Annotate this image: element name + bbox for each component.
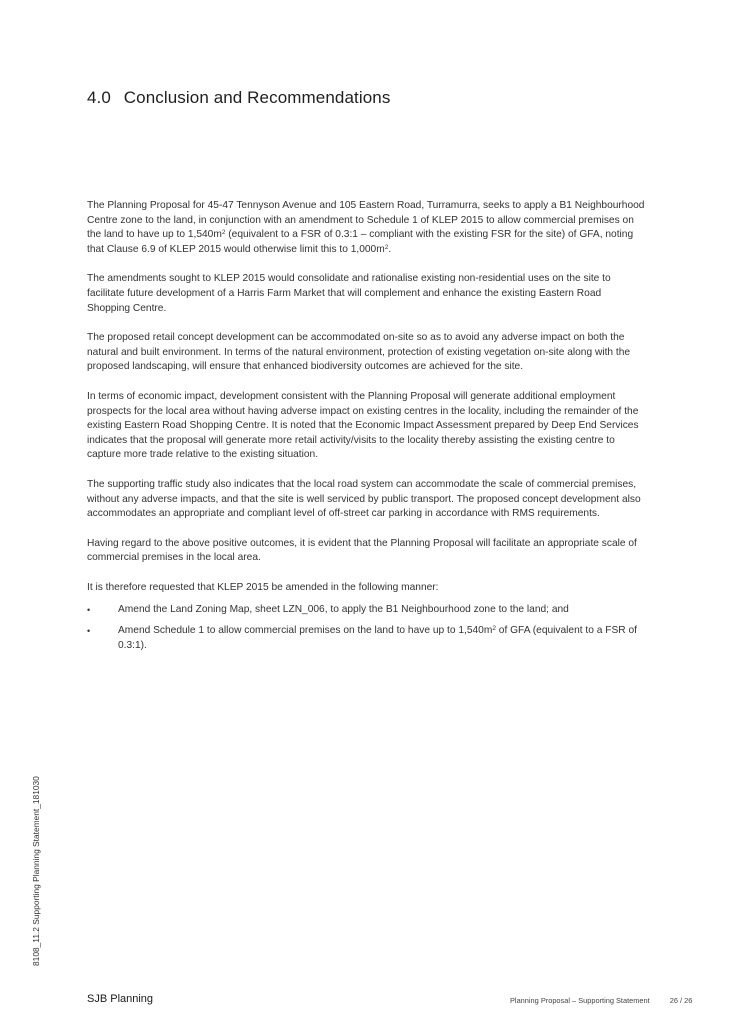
- paragraph-1-part-b: (equivalent to a FSR of 0.3:1 – compliant with the existing FSR for the site) of GFA, noting that Clause 6.9 of KLEP 2015 would otherwise limit this to 1,000m: [87, 229, 634, 255]
- footer-doc-title: Planning Proposal – Supporting Statement: [510, 996, 650, 1005]
- superscript: 2: [384, 243, 389, 251]
- list-item-text-end: of GFA (equivalent to a FSR of 0.3:1).: [118, 625, 637, 651]
- bullet-marker: •: [87, 626, 91, 637]
- footer-info: [510, 996, 692, 1005]
- footer-brand: SJB Planning: [87, 993, 154, 1005]
- list-item: [87, 624, 647, 653]
- section-heading: [87, 88, 390, 108]
- body-text: [87, 199, 647, 659]
- section-title: Conclusion and Recommendations: [123, 88, 391, 107]
- paragraph-4: In terms of economic impact, development consistent with the Planning Proposal will generate additional employment prospects for the local area without having adverse impact on existing centres in the locality, including the remainder of the existing Eastern Road Shopping Centre. It is noted that the Economic Impact Assessment prepared by Deep End Services indicates that the proposal will generate more retail activity/visits to the locality thereby assisting the existing centre to capture more trade relative to the existing situation.: [87, 390, 639, 461]
- paragraph-7: It is therefore requested that KLEP 2015 be amended in the following manner:: [87, 581, 439, 593]
- list-item: [87, 603, 647, 618]
- paragraph-1-part-a: The Planning Proposal for 45-47 Tennyson Avenue and 105 Eastern Road, Turramurra, seeks to apply a B1 Neighbourhood Centre zone to the land, in conjunction with an amendment to Schedule 1 of KLEP 2015 to allow commercial premises on the land to have up to 1,540m: [87, 200, 645, 241]
- document-reference: 8108_11.2 Supporting Planning Statement_181030: [31, 776, 41, 966]
- page-number: 26 / 26: [669, 996, 693, 1005]
- bullet-marker: •: [87, 605, 91, 616]
- paragraph-1: [87, 199, 647, 257]
- list-item-text: Amend Schedule 1 to allow commercial premises on the land to have up to 1,540m: [118, 625, 493, 637]
- list-item-text: Amend the Land Zoning Map, sheet LZN_006, to apply the B1 Neighbourhood zone to the land; and: [118, 604, 569, 616]
- paragraph-3: The proposed retail concept development can be accommodated on-site so as to avoid any adverse impact on both the natural and built environment. In terms of the natural environment, protection of existing vegetation on-site along with the proposed landscaping, will ensure that enhanced biodiversity outcomes are achieved for the site.: [87, 332, 631, 373]
- superscript: 2: [221, 229, 226, 237]
- recommendation-list: [87, 603, 647, 653]
- paragraph-5: The supporting traffic study also indicates that the local road system can accommodate the scale of commercial premises, without any adverse impacts, and that the site is well serviced by public transport. The proposed concept development also accommodates an appropriate and compliant level of off-street car parking in accordance with RMS requirements.: [87, 478, 641, 520]
- section-number: 4.0: [87, 88, 111, 107]
- paragraph-2: The amendments sought to KLEP 2015 would consolidate and rationalise existing non-residential uses on the site to facilitate future development of a Harris Farm Market that will complement and enhance the existing Eastern Road Shopping Centre.: [87, 273, 611, 314]
- paragraph-6: Having regard to the above positive outcomes, it is evident that the Planning Proposal will facilitate an appropriate scale of commercial premises in the local area.: [87, 537, 637, 564]
- superscript: 2: [492, 625, 496, 633]
- paragraph-1-part-c: .: [388, 243, 392, 255]
